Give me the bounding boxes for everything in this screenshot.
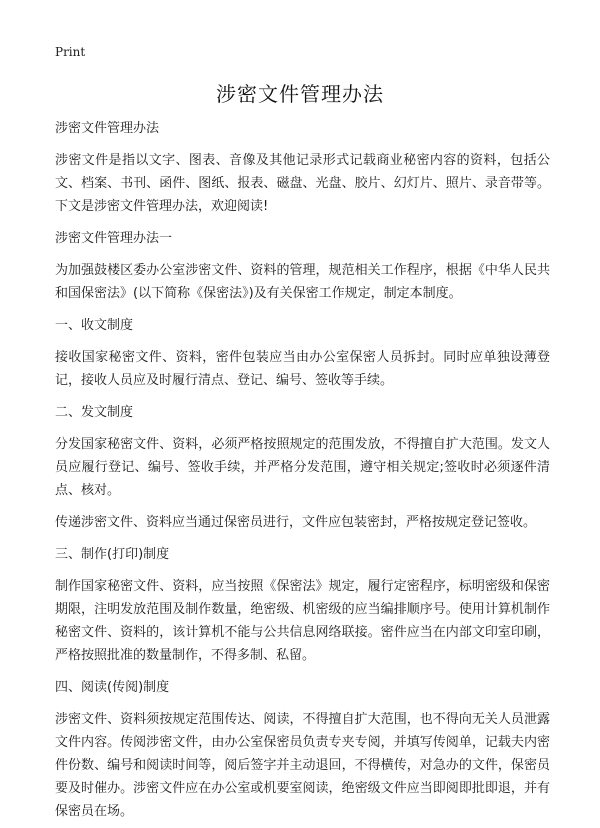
document-body <box>55 117 550 823</box>
intro-paragraph: 涉密文件是指以文字、图表、音像及其他记录形式记载商业秘密内容的资料，包括公文、档案、书刊、函件、图纸、报表、磁盘、光盘、胶片、幻灯片、照片、录音带等。下文是涉密文件管理办法，欢迎阅读! <box>55 153 550 214</box>
section-paragraph: 分发国家秘密文件、资料，必须严格按照规定的范围发放，不得擅自扩大范围。发文人员应履行登记、编号、签收手续，并严格分发范围，遵守相关规定;签收时必须逐件清点、核对。 <box>55 437 550 498</box>
preamble-paragraph: 为加强鼓楼区委办公室涉密文件、资料的管理，规范相关工作程序，根据《中华人民共和国保密法》(以下简称《保密法》)及有关保密工作规定，制定本制度。 <box>55 263 550 301</box>
section-title: 涉密文件管理办法一 <box>55 231 173 246</box>
print-label: Print <box>55 45 86 59</box>
section-paragraph: 制作国家秘密文件、资料，应当按照《保密法》规定，履行定密程序，标明密级和保密期限，注明发放范围及制作数量，绝密级、机密级的应当编排顺序号。使用计算机制作秘密文件、资料的，该计算机不能与公共信息网络联接。密件应当在内部文印室印刷，严格按照批准的数量制作，不得多制、私留。 <box>55 579 550 663</box>
section-paragraph: 接收国家秘密文件、资料，密件包装应当由办公室保密人员拆封。同时应单独设薄登记，接收人员应及时履行清点、登记、编号、签收等手续。 <box>55 350 550 388</box>
section-heading-reading: 四、阅读(传阅)制度 <box>55 680 170 695</box>
document-subtitle: 涉密文件管理办法 <box>55 121 160 136</box>
section-paragraph: 传递涉密文件、资料应当通过保密员进行，文件应包装密封，严格按规定登记签收。 <box>55 515 537 530</box>
section-heading-production: 三、制作(打印)制度 <box>55 547 170 562</box>
document-title: 涉密文件管理办法 <box>216 82 384 106</box>
section-heading-dispatch: 二、发文制度 <box>55 405 134 420</box>
section-heading-receiving: 一、收文制度 <box>55 318 134 333</box>
section-paragraph: 涉密文件、资料须按规定范围传达、阅读，不得擅自扩大范围，也不得向无关人员泄露文件内容。传阅涉密文件，由办公室保密员负责专夹专阅，并填写传阅单，记载夫内密件份数、编号和阅读时间等，阅后签字并主动退回，不得横传，对急办的文件，保密员要及时催办。涉密文件应在办公室或机要室阅读，绝密级文件应当即阅即批即退，并有保密员在场。 <box>55 712 550 819</box>
